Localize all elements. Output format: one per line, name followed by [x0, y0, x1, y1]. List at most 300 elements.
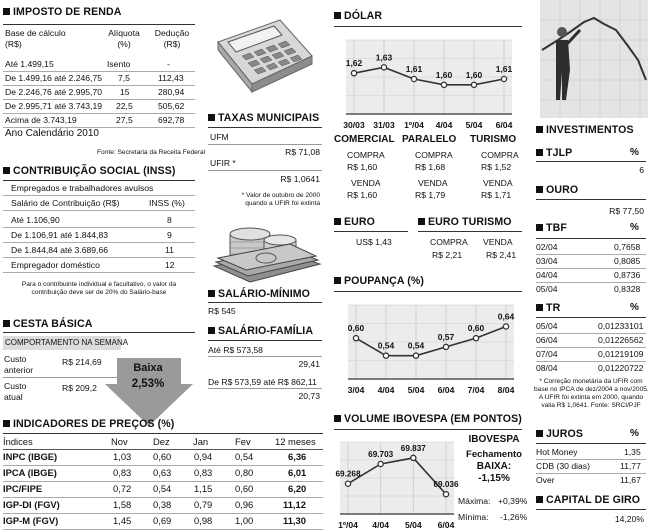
juros-title: [536, 428, 583, 440]
header-cell: Dez: [153, 436, 170, 447]
chart-data-label: 0,57: [437, 331, 455, 342]
table-row: [3, 58, 195, 72]
cell: 11,30: [283, 515, 306, 526]
chart-data-label: 69.036: [433, 480, 459, 490]
bullet-square-icon: [536, 430, 543, 437]
ibovespa-baixa-value: -1,15%: [478, 473, 510, 484]
cell: 11,77: [620, 461, 641, 471]
table-row: [3, 498, 323, 514]
table-row: [536, 474, 646, 487]
investimentos-title: [536, 124, 634, 136]
euro-turismo-title-text: EURO TURISMO: [428, 216, 512, 228]
cell: 0,60: [153, 451, 172, 462]
inss-title: [3, 165, 176, 177]
cell: Hot Money: [536, 447, 578, 457]
cell: De 2.246,76 até 2.995,70: [5, 87, 102, 97]
bullet-square-icon: [334, 415, 341, 422]
taxas-ufir-value: R$ 1,0641: [280, 174, 320, 184]
table-row: [3, 100, 195, 114]
cell: 6,36: [288, 451, 307, 462]
taxas-ufm-value: R$ 71,08: [285, 147, 320, 157]
bullet-square-icon: [536, 224, 543, 231]
compra-label: COMPRA: [347, 150, 385, 160]
cell: 0,8085: [614, 256, 641, 266]
table-row: [3, 114, 195, 128]
dolar-paralelo-name: PARALELO: [402, 134, 457, 145]
cell: 8: [167, 215, 172, 225]
table-row: [3, 259, 195, 273]
capital-title-text: CAPITAL DE GIRO: [546, 494, 641, 506]
indicadores-title-text: INDICADORES DE PREÇOS (%): [13, 418, 175, 430]
chart-tick-label: 5/04: [465, 120, 483, 130]
chart-data-label: 0,54: [407, 340, 425, 351]
salario-minimo-title: [208, 288, 310, 300]
bullet-square-icon: [536, 496, 543, 503]
chart-tick-label: 4/04: [372, 520, 390, 530]
ouro-title-text: OURO: [546, 184, 579, 196]
salario-familia-row1-value: 29,41: [298, 359, 320, 369]
chart-data-label: 0,60: [467, 323, 485, 334]
table-row: [3, 482, 323, 498]
chart-point: [443, 492, 448, 497]
chart-tick-label: 3/04: [347, 385, 365, 395]
cell: 0,60: [235, 483, 254, 494]
divider: [208, 302, 322, 303]
bullet-square-icon: [536, 149, 543, 156]
ibovespa-maxima-label: Máxima:: [458, 496, 491, 506]
dolar-turismo-name: TURISMO: [470, 134, 517, 145]
header-line: Alíquota: [108, 28, 140, 38]
euro-value: US$ 1,43: [356, 237, 392, 247]
cell: Isento: [107, 59, 131, 69]
ouro-title: [536, 184, 578, 196]
divider: [208, 170, 322, 171]
salario-minimo-title-text: SALÁRIO-MÍNIMO: [218, 288, 311, 300]
divider: [208, 340, 322, 341]
table-row: [536, 334, 646, 348]
calculator-illustration: [208, 12, 316, 100]
taxas-title-text: TAXAS MUNICIPAIS: [218, 112, 320, 124]
cell: 11,67: [620, 475, 641, 485]
dolar-title-text: DÓLAR: [344, 10, 383, 22]
tjlp-unit: %: [630, 147, 639, 158]
cesta-label-anterior: [4, 354, 33, 376]
cell: 0,83: [113, 467, 132, 478]
label-line: Custo: [4, 354, 27, 364]
taxas-title: [208, 112, 319, 124]
venda-label: VENDA: [418, 178, 448, 188]
note-line: valia R$ 1,0641. Fonte: SRCI/PJF: [541, 402, 641, 409]
label-line: atual: [4, 392, 23, 402]
tjlp-title-text: TJLP: [546, 147, 573, 159]
indicadores-header-row: [3, 433, 323, 450]
ibovespa-chart: [334, 432, 458, 530]
chart-data-label: 1,61: [405, 64, 423, 74]
salario-familia-row2-label: De R$ 573,59 até R$ 862,11: [208, 377, 317, 387]
cell: 22,5: [116, 101, 133, 111]
cell: De 1.844,84 até 3.689,66: [11, 245, 108, 255]
cell: 1,45: [113, 515, 132, 526]
cell: IPC/FIPE: [3, 483, 43, 494]
bullet-square-icon: [3, 320, 10, 327]
chart-point: [443, 344, 448, 349]
cell: 7,5: [118, 73, 130, 83]
divider: [418, 231, 522, 232]
cesta-title-text: CESTA BÁSICA: [13, 318, 93, 330]
capital-value: 14,20%: [614, 514, 644, 524]
divider: [3, 332, 195, 333]
ouro-value: R$ 77,50: [609, 206, 644, 216]
table-row: [536, 446, 646, 460]
cell: 08/04: [536, 363, 558, 373]
euro-turismo-venda: R$ 2,41: [486, 250, 517, 260]
salario-familia-row1-label: Até R$ 573,58: [208, 345, 263, 355]
chart-data-label: 0,60: [347, 323, 365, 334]
dolar-paralelo-compra: R$ 1,68: [415, 162, 446, 172]
chart-tick-label: 4/04: [377, 385, 395, 395]
note-line: * Correção monetária da UFIR com: [539, 378, 643, 385]
investimentos-title-text: INVESTIMENTOS: [546, 124, 634, 136]
label-line: Custo: [4, 381, 27, 391]
divider: [334, 26, 522, 27]
note-line: Para o contribuinte individual e facultativo, o valor da: [21, 281, 177, 288]
dolar-paralelo-venda: R$ 1,79: [415, 190, 446, 200]
chart-point: [345, 481, 350, 486]
dolar-comercial-name: COMERCIAL: [334, 134, 395, 145]
cesta-arrow-label: Baixa: [133, 362, 163, 374]
divider: [334, 231, 408, 232]
tr-note: [534, 378, 648, 410]
juros-table: [536, 443, 646, 488]
chart-tick-label: 6/04: [437, 520, 455, 530]
chart-data-label: 1,60: [435, 69, 453, 80]
dolar-chart: [334, 30, 522, 130]
chart-data-label: 0,54: [377, 340, 395, 351]
cell: 0,80: [235, 467, 254, 478]
taxas-ufm-label: UFM: [210, 132, 229, 142]
chart-tick-label: 1º/04: [338, 520, 358, 530]
cell: 1,15: [194, 483, 213, 494]
divider: [334, 429, 522, 430]
inss-table: [3, 182, 195, 277]
table-row: [536, 348, 646, 362]
table-row: [3, 86, 195, 100]
cell: 0,72: [113, 483, 132, 494]
imposto-title: [3, 6, 122, 18]
ibovespa-label: IBOVESPA: [468, 434, 520, 445]
venda-label: VENDA: [483, 178, 513, 188]
chart-data-label: 1,60: [465, 69, 483, 80]
cell: 07/04: [536, 349, 558, 359]
chart-data-label: 1,62: [345, 58, 363, 69]
note-line: * Valor de outubro de 2000: [241, 192, 320, 199]
taxas-note: [208, 192, 320, 208]
cell: 0,01233101: [598, 321, 644, 331]
chart-tick-label: 4/04: [435, 120, 453, 130]
cell: 0,01219109: [598, 349, 644, 359]
chart-point: [381, 65, 386, 70]
tr-title-text: TR: [546, 302, 561, 314]
cell: 15: [120, 87, 130, 97]
header-cell: Fev: [235, 436, 251, 447]
chart-point: [383, 353, 388, 358]
taxas-ufir-label: UFIR *: [210, 158, 236, 168]
cell: 6,01: [288, 467, 307, 478]
bullet-square-icon: [536, 304, 543, 311]
chart-data-label: 69.837: [400, 443, 426, 453]
cell: De 1.106,91 até 1.844,83: [11, 230, 108, 240]
cell: De 2.995,71 até 3.743,19: [5, 101, 102, 111]
chart-point: [351, 71, 356, 76]
chart-point: [411, 76, 416, 81]
imposto-table: [3, 28, 195, 139]
capital-title: [536, 494, 640, 506]
chart-point: [473, 336, 478, 341]
chart-tick-label: 8/04: [497, 385, 515, 395]
chart-data-label: 0,64: [497, 311, 515, 322]
dolar-comercial-compra: R$ 1,60: [347, 162, 378, 172]
cell: Até 1.106,90: [11, 215, 60, 225]
chart-point: [353, 336, 358, 341]
bullet-square-icon: [536, 126, 543, 133]
cell: 1,03: [113, 451, 132, 462]
dolar-comercial-venda: R$ 1,60: [347, 190, 378, 200]
indicadores-table: [3, 433, 323, 531]
cell: 112,43: [158, 73, 184, 83]
imposto-header-deducao: [149, 28, 195, 50]
chart-tick-label: 6/04: [495, 120, 513, 130]
tr-title: [536, 302, 560, 314]
bullet-square-icon: [208, 327, 215, 334]
juros-unit: %: [630, 428, 639, 439]
cesta-label-atual: [4, 381, 26, 403]
cell: 0,54: [153, 483, 172, 494]
inss-note: [3, 281, 195, 297]
divider: [208, 144, 322, 145]
divider: [334, 291, 522, 292]
bullet-square-icon: [334, 218, 341, 225]
imposto-title-text: IMPOSTO DE RENDA: [13, 6, 122, 18]
dolar-title: [334, 10, 382, 22]
euro-turismo-compra: R$ 2,21: [432, 250, 463, 260]
chart-tick-label: 31/03: [373, 120, 395, 130]
chart-tick-label: 1º/04: [404, 120, 424, 130]
header-cell: Jan: [193, 436, 209, 447]
header-line: (R$): [5, 39, 22, 49]
ibovespa-maxima-value: +0,39%: [498, 496, 528, 506]
imposto-header-aliquota: [103, 28, 145, 50]
note-line: contribuição deve ser de 20% do Salário-base: [31, 289, 167, 296]
note-line: quando a UFIR foi extinta: [245, 200, 320, 207]
cell: 0,01226562: [598, 335, 644, 345]
table-row: [3, 244, 195, 258]
compra-label: COMPRA: [481, 150, 519, 160]
euro-title: [334, 216, 375, 228]
tbf-title-text: TBF: [546, 222, 567, 234]
chart-point: [378, 461, 383, 466]
inss-subtitle: Empregados e trabalhadores avulsos: [11, 183, 154, 193]
cell: IPCA (IBGE): [3, 467, 57, 478]
chart-point: [441, 82, 446, 87]
cesta-value-anterior: R$ 214,69: [62, 357, 102, 367]
cell: 0,69: [153, 515, 172, 526]
poupanca-chart: [334, 295, 522, 395]
header-cell: Índices: [3, 436, 33, 447]
cell: 1,00: [235, 515, 254, 526]
salario-familia-title-text: SALÁRIO-FAMÍLIA: [218, 325, 314, 337]
cesta-title: [3, 318, 92, 330]
cell: 0,96: [235, 499, 254, 510]
chart-point: [413, 353, 418, 358]
cell: 0,79: [194, 499, 213, 510]
cell: 6,20: [288, 483, 307, 494]
bullet-square-icon: [208, 290, 215, 297]
chart-tick-label: 7/04: [467, 385, 485, 395]
venda-label: VENDA: [351, 178, 381, 188]
compra-label: COMPRA: [430, 237, 468, 247]
cesta-header: [3, 336, 129, 350]
imposto-year: Ano Calendário 2010: [5, 128, 99, 139]
chart-tick-label: 6/04: [437, 385, 455, 395]
bullet-square-icon: [536, 186, 543, 193]
divider: [208, 127, 322, 128]
cell: Over: [536, 475, 555, 485]
bullet-square-icon: [334, 12, 341, 19]
dolar-quotes: [334, 134, 524, 212]
divider: [536, 509, 646, 510]
header-line: Base de cálculo: [5, 28, 66, 38]
poupanca-title: [334, 275, 424, 287]
bullet-square-icon: [418, 218, 425, 225]
bullet-square-icon: [3, 8, 10, 15]
table-row: [536, 255, 646, 269]
cell: Empregador doméstico: [11, 260, 100, 270]
cell: 11: [165, 245, 174, 255]
chart-point: [471, 82, 476, 87]
tbf-title: [536, 222, 567, 234]
ibovespa-title: [334, 413, 522, 425]
tbf-unit: %: [630, 222, 639, 233]
cell: 0,94: [194, 451, 213, 462]
chart-point: [503, 324, 508, 329]
divider: [536, 161, 646, 162]
chart-point: [411, 455, 416, 460]
table-row: [536, 269, 646, 283]
euro-turismo-title: [418, 216, 512, 228]
indicadores-title: [3, 418, 174, 430]
cell: IGP-M (FGV): [3, 515, 59, 526]
table-row: [536, 320, 646, 334]
imposto-header-base: [5, 28, 66, 50]
cell: 1,58: [113, 499, 132, 510]
chart-tick-label: 5/04: [407, 385, 425, 395]
cell: INPC (IBGE): [3, 451, 58, 462]
cell: De 1.499,16 até 2.246,75: [5, 73, 102, 83]
salario-familia-row2-value: 20,73: [298, 391, 320, 401]
cell: 0,54: [235, 451, 254, 462]
table-row: [536, 362, 646, 375]
cell: 02/04: [536, 242, 558, 252]
table-row: [3, 214, 195, 228]
cell: 692,78: [158, 115, 185, 125]
table-row: [536, 460, 646, 474]
juros-title-text: JUROS: [546, 428, 583, 440]
table-row: [3, 72, 195, 86]
tr-unit: %: [630, 302, 639, 313]
tr-table: [536, 317, 646, 374]
ibovespa-baixa-label: BAIXA:: [476, 461, 512, 472]
divider: [3, 24, 195, 25]
salario-minimo-value: R$ 545: [208, 306, 236, 316]
header-line: Dedução: [154, 28, 190, 38]
ibovespa-minima-value: -1,26%: [500, 512, 528, 522]
header-cell: 12 meses: [275, 436, 316, 447]
cell: 9: [167, 230, 172, 240]
dolar-turismo-venda: R$ 1,71: [481, 190, 512, 200]
imposto-source: Fonte: Secretaria da Receita Federal: [97, 149, 206, 156]
label-line: anterior: [4, 365, 34, 375]
salario-familia-title: [208, 325, 313, 337]
poupanca-title-text: POUPANÇA (%): [344, 275, 425, 287]
cell: 505,62: [158, 101, 185, 111]
money-illustration: [210, 214, 322, 284]
cell: 06/04: [536, 335, 558, 345]
inss-header-row: [3, 197, 195, 211]
businessman-illustration: [540, 0, 648, 118]
header-line: (%): [117, 39, 131, 49]
inss-title-text: CONTRIBUIÇÃO SOCIAL (INSS): [13, 165, 176, 177]
chart-data-label: 1,61: [495, 64, 513, 74]
chart-point: [501, 76, 506, 81]
divider: [208, 388, 322, 389]
cell: IGP-DI (FGV): [3, 499, 60, 510]
cesta-value-atual: R$ 209,2: [62, 383, 97, 393]
header-cell: Salário de Contribuição (R$): [11, 198, 120, 208]
header-cell: Nov: [111, 436, 128, 447]
ibovespa-minima-label: Mínima:: [458, 512, 489, 522]
cell: 0,98: [194, 515, 213, 526]
compra-label: COMPRA: [415, 150, 453, 160]
bullet-square-icon: [334, 277, 341, 284]
cell: Acima de 3.743,19: [5, 115, 77, 125]
divider: [536, 199, 646, 200]
cell: 27,5: [116, 115, 133, 125]
cell: 03/04: [536, 256, 558, 266]
cell: 11,12: [283, 499, 306, 510]
cell: 0,7658: [614, 242, 641, 252]
cell: 1,35: [624, 447, 641, 457]
cell: 0,38: [153, 499, 172, 510]
bullet-square-icon: [3, 167, 10, 174]
dolar-turismo-compra: R$ 1,52: [481, 162, 512, 172]
table-row: [3, 514, 323, 530]
cell: 0,01220722: [598, 363, 644, 373]
cell: 05/04: [536, 321, 558, 331]
tjlp-value: 6: [639, 165, 644, 175]
table-row: [3, 229, 195, 243]
ibovespa-fechamento-label: Fechamento: [466, 449, 522, 460]
cell: 0,8328: [614, 284, 641, 294]
inss-subtitle-row: [3, 182, 195, 196]
chart-data-label: 69.268: [335, 469, 361, 479]
venda-label: VENDA: [483, 237, 513, 247]
ibovespa-title-text: VOLUME IBOVESPA (EM PONTOS): [344, 413, 522, 425]
euro-title-text: EURO: [344, 216, 376, 228]
cesta-header-text: COMPORTAMENTO NA SEMANA: [5, 338, 129, 347]
divider: [3, 180, 195, 181]
tjlp-title: [536, 147, 572, 159]
cell: 05/04: [536, 284, 558, 294]
